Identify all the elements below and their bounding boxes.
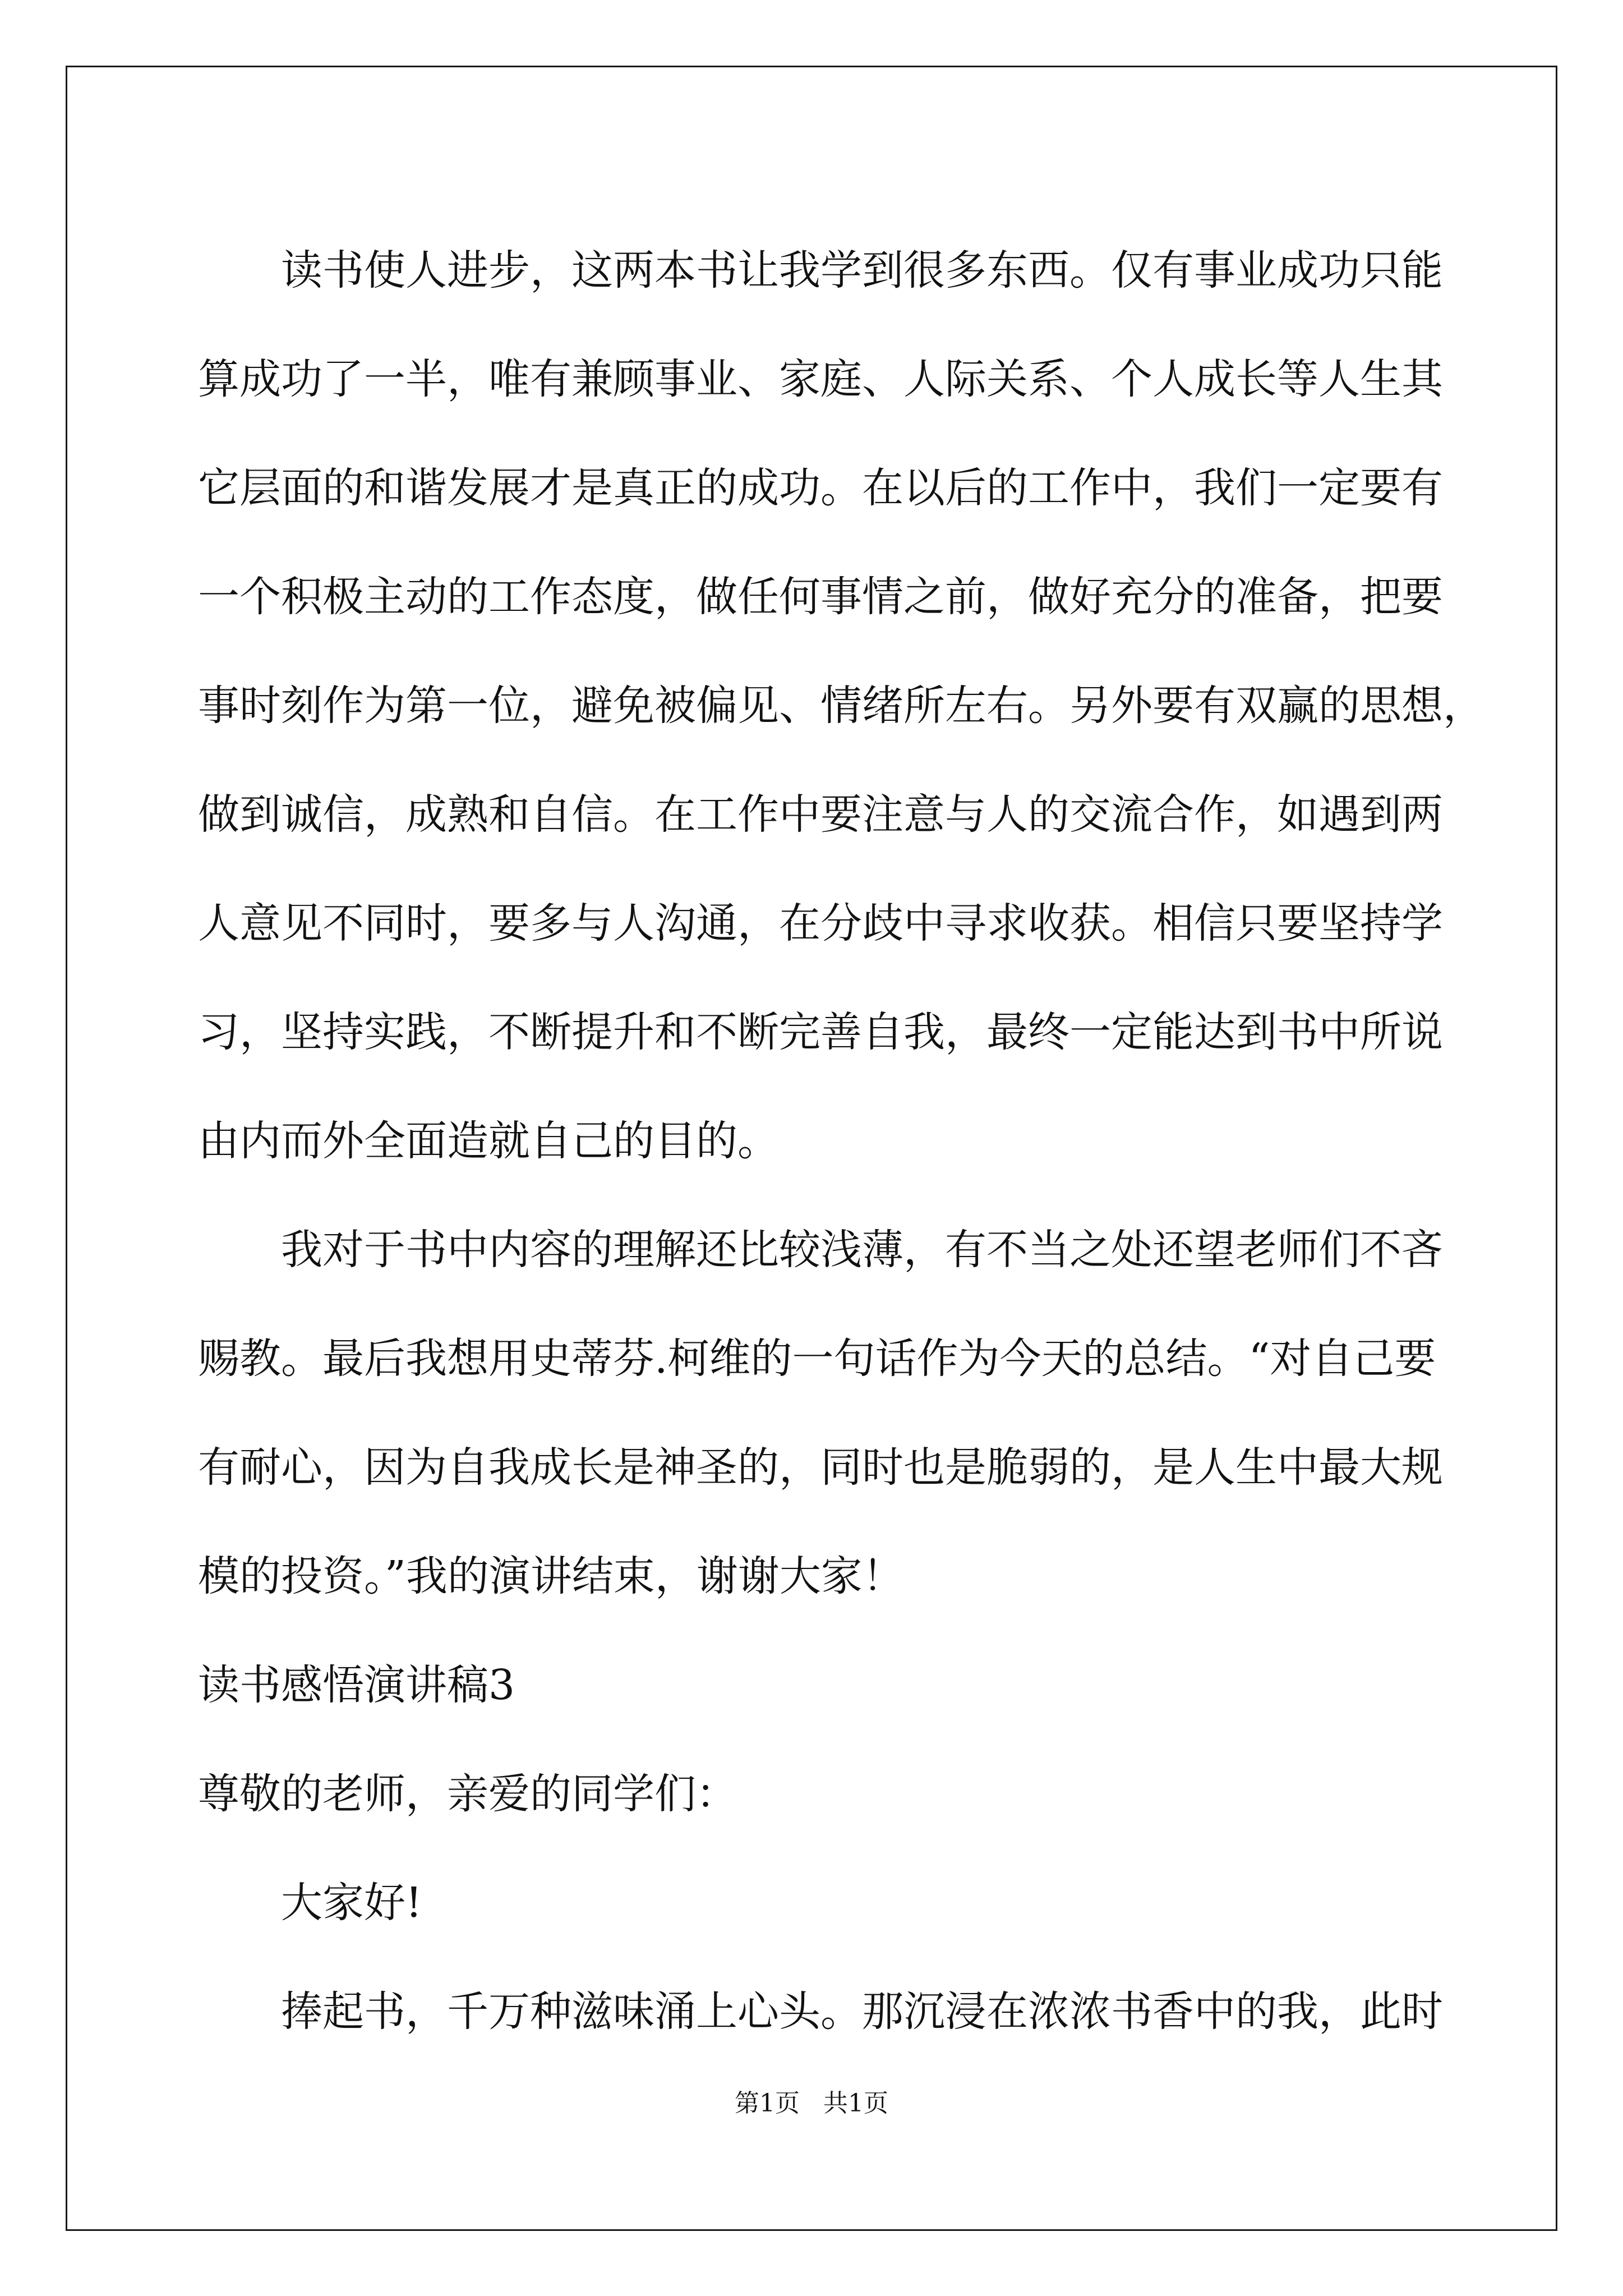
paragraph-1-line-5: 事时刻作为第一位，避免被偏见、情绪所左右。另外要有双赢的思想， [198, 682, 1484, 730]
paragraph-1-line-3: 它层面的和谐发展才是真正的成功。在以后的工作中，我们一定要有 [198, 464, 1443, 512]
paragraph-1-line-1: 读书使人进步，这两本书让我学到很多东西。仅有事业成功只能 [281, 246, 1443, 295]
paragraph-1-line-2: 算成功了一半，唯有兼顾事业、家庭、人际关系、个人成长等人生其 [198, 355, 1443, 403]
greeting: 大家好! [281, 1879, 422, 1927]
document-body [198, 216, 1484, 2066]
paragraph-3-line-1: 捧起书，千万种滋味涌上心头。那沉浸在浓浓书香中的我，此时 [281, 1987, 1443, 2036]
paragraph-2-line-4: 模的投资。”我的演讲结束，谢谢大家！ [198, 1552, 904, 1600]
salutation: 尊敬的老师，亲爱的同学们： [198, 1770, 737, 1818]
paragraph-1-line-8: 习，坚持实践，不断提升和不断完善自我，最终一定能达到书中所说 [198, 1008, 1443, 1056]
paragraph-2-line-2: 赐教。最后我想用史蒂芬.柯维的一句话作为今天的总结。“对自己要 [198, 1335, 1436, 1383]
paragraph-1-line-4: 一个积极主动的工作态度，做任何事情之前，做好充分的准备，把要 [198, 573, 1443, 621]
page-footer: 第1页 共1页 [735, 2089, 888, 2118]
paragraph-2-line-3: 有耐心，因为自我成长是神圣的，同时也是脆弱的，是人生中最大规 [198, 1443, 1443, 1492]
paragraph-1-line-7: 人意见不同时，要多与人沟通，在分歧中寻求收获。相信只要坚持学 [198, 899, 1443, 947]
section-heading: 读书感悟演讲稿3 [198, 1661, 515, 1709]
paragraph-2-line-1: 我对于书中内容的理解还比较浅薄，有不当之处还望老师们不吝 [281, 1226, 1443, 1274]
paragraph-1-line-9: 由内而外全面造就自己的目的。 [198, 1117, 779, 1165]
paragraph-1-line-6: 做到诚信，成熟和自信。在工作中要注意与人的交流合作，如遇到两 [198, 790, 1443, 839]
